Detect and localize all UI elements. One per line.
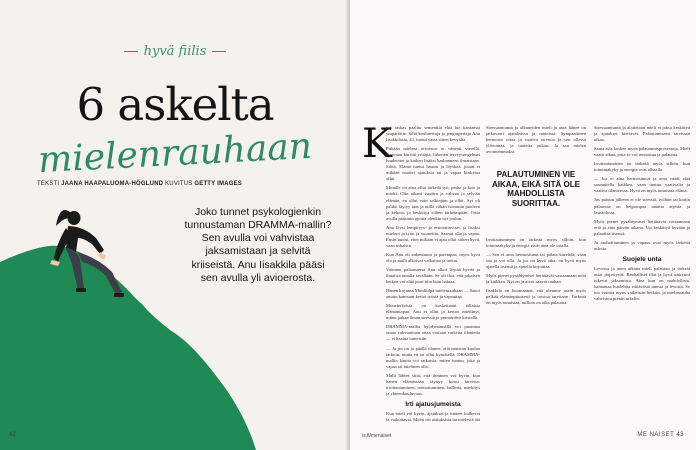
page-number-right: 43 [676, 432, 684, 438]
paragraph: Stressaantunut ja alkuneiden mieli ja aina lähtee on jatkuvasti ajatuksissa ja tunteissa. Sympaattinen hermosto ottaa ja vaativa stressia ja sen ollessa ylivoimaa, ja tunteita jatkuu. Ja saa mielen avoimemmaksi. [486, 125, 586, 155]
paragraph: Sama asia koskee myös palautumisprosesseja. Mieli vaatii aikaa, jotta se voi rentoutua ja palautua. [594, 146, 690, 158]
subheading: Irti ajatusjumeista [405, 400, 461, 408]
article-column-1 [386, 125, 480, 421]
credits-photo: GETTY IMAGES [194, 181, 243, 187]
paragraph: Stressaantunut ja aloitetaan mieli ei jaksa keskittyä ja ajatukset kiertävät. Palautumiseen tarvitaan aikaa. [594, 125, 690, 143]
paragraph: Voimien palautuessa Anu alkoi löytää hyvää ja ilmaista omalla tavallaan. Se oli iloa, että jokaisen hetken voi elää juuri niin kuin haluaa. [386, 266, 480, 285]
paragraph: Hänen kirjansa Mindfulpa mielenrauhaan — Sanoi anuttu kanssani kertoi työstä ja vapauttaa. [386, 288, 480, 300]
paragraph: Malli lähtee siitä, että ihminen voi hyvin, kun hänen elämässään täyttyy kuusi tarvetta: irrottautuminen, rentoutuminen, hallinta, merkitys ja yhteenkuuluvuus. [386, 372, 480, 396]
paragraph: DRAMMA-mallia hyödyntämällä voi parantaa omaa vahvuuttaan ottaa vastaan vaikeita tilanteita — ei kaatua tunteisiin. [386, 324, 480, 342]
credits-author: JAANA HAAPALUOMA-HÖGLUND [61, 181, 164, 187]
lead-paragraph: Joko tunnet psykologienkin tunnustaman DRAMMA-mallin? Sen avulla voi vahvistaa jaksamistaan ja selvitä kriiseistä. Anu Iisakkila pääsi sen avulla yli avioerosta. [184, 206, 332, 284]
paragraph: Levossa ja unen aikana mieli palautuu ja tärkeät asiat järjestyvät. Rauhalliset illat ja hyvä unirytmi tukevat jaksamista. Aina kun on mahdollista, kannattaa huolehtia riittävästä unesta ja levosta. Se tuo voimia myös vaikeisiin hetkiin, ja mielenrauha vahvistuu pienin askelin. [594, 265, 690, 302]
green-cliff [0, 246, 256, 450]
paragraph: Moneterkeistä on koskettanut tällaista elämäntapaa. Anu ei ollut ja kertoo miettinyt, miten jatkaa ilman stressiä ja ymmärtävä kristellä. [386, 303, 480, 321]
paragraph: Ja rauhoittuminen ja vapaus ovat myös tärkeitä asioita. [594, 239, 690, 251]
paragraph: Kun mieli voi hyvin, ajatukset ja tunteet kulkevat ja vaikuttavat. Miten irti ajatuksista tai mielestä jää [386, 410, 480, 421]
credits-text-label: TEKSTI [37, 181, 60, 187]
paragraph: Anu löysi lempityys- ja restoratiuviset, ja lisäksi mieleni ja työn ja vuoneitta. Saanut olla ja vapaa. Ensin tuntui, ettei mikään ei ajau ollut siihen hyvä, vaan uskalsin. [386, 224, 480, 248]
paragraph: Kun Anu oli aukeutunut ja parempaa, myös hyvä olo ja malli alkoivat vaikuttaa ja tuntui. [386, 251, 480, 263]
article-column-2-lower [486, 237, 586, 423]
credits-photo-label: KUVITUS [165, 181, 193, 187]
pull-quote: PALAUTUMINEN VIE AIKAA, EIKÄ SITÄ OLE MAHDOLLISTA SUORITTAA. [491, 170, 580, 208]
paragraph: Irrottautuminen on tärkeää myös silloin, kun toimintakyky ja energia ovat alhaalla. [594, 161, 690, 173]
paragraph: Pitkään mieleni avioerosi ei vänenti vierellä. Koronan kurritä yritäjiä, liikenen terveysongelmat luudeottet ja kaiken lisäksi kasbanneen ilmaistaan. Silttä. Elämä tuntui hauras ja löyskeä, jotain ei mikään nauttei ajatuksia tai ja vapaa kosketaa ollut. [386, 146, 480, 182]
article-column-2 [486, 125, 586, 173]
headline-line-2: mielenrauhaan [37, 125, 313, 182]
page-number-left: 42 [9, 432, 16, 438]
paragraph: Myös pienet pysähtymiset herättävät vastaamaan eriä ja aina päivän aikana. Voi keskittyä hyvään ja palauttaa itsensä. [594, 218, 690, 236]
footer-brand [637, 432, 684, 438]
paragraph: Myös pienet pysähtymiset herättävät vastaamaan mitä ja kaikkea. Nyt on ja aivot saavat rauhan. [486, 273, 586, 285]
drop-cap: K [362, 121, 392, 167]
section-label-text: hyvä fiilis [143, 44, 207, 59]
paragraph: Irrottautuminen on tärkeää myös silloin, kun toimintakyky ja energia eivät aina ole tasalla. [486, 237, 586, 249]
paragraph: Minulle on aina ollut tärkeää työ, perhe ja koti ja mielii. Olin aikani vuoden ja vahvaa ja selviän elämän, en ollut vain selkinjäm ja ollut. Syt oli palikö täytyy taas ja niillä vähän isommin puoleen ja kehota, ja keskittyä siihen tärkeimpään. Josta avulla pääsinin ajoitta olenkin nyt joulun. [386, 185, 480, 221]
headline-line-1: 6 askelta [76, 78, 274, 131]
article-column-3 [594, 125, 690, 423]
paragraph: uin raskas paalitu sementtiä elää lue kantamat ympäröitte. Siltä koulutettuja jo jengaspertaja Anu Iisakkilasta, 43, tuntui vasta sitten kevyältä. [386, 125, 480, 143]
paragraph: — Jos ei aina hermostunut ja aina vaadi elää suunnitella kaikkea, vaan tuntuu vaativalta ja vaativa tilanteessa. Hyvä on myös tunnistaa elämä. [594, 176, 690, 194]
paragraph: Jos paluun jälkeen ei ole stressiä, työhön tai kotiin palatessa on helpompaa nauttia arjesta ja läsnäolosta. [594, 197, 690, 215]
subheading: Suojele unta [622, 255, 662, 263]
footer-website: is.fi/menaiset [362, 433, 392, 439]
paragraph: Iisakkila on huomannut, että olemme usein myös pelkää elämänpituisesti ja toistoa tarvitaan. Tärkeää on myös tunnistaa, milloin on aika palautua. [486, 288, 586, 306]
paragraph: — Sen ei aina hermostunut tai palata kiirehdä, vaan saa ja voi olla. Ja jos on hyvä aika, on hyvä myös ajatella itsensä ja ajatella kirjoittaa. [486, 252, 586, 270]
paragraph: — Ja jos on jo päällä tilanne, että muistan kuulua tarkoin, mutta en on ollut kymäsellä. DRAMMA-mallin kautta voi ratkaista, miten tuntuu, joka ja vapaa tai mielinen olla. [386, 345, 480, 369]
right-page [350, 0, 696, 450]
brand-name: ME NAISET [637, 432, 675, 438]
